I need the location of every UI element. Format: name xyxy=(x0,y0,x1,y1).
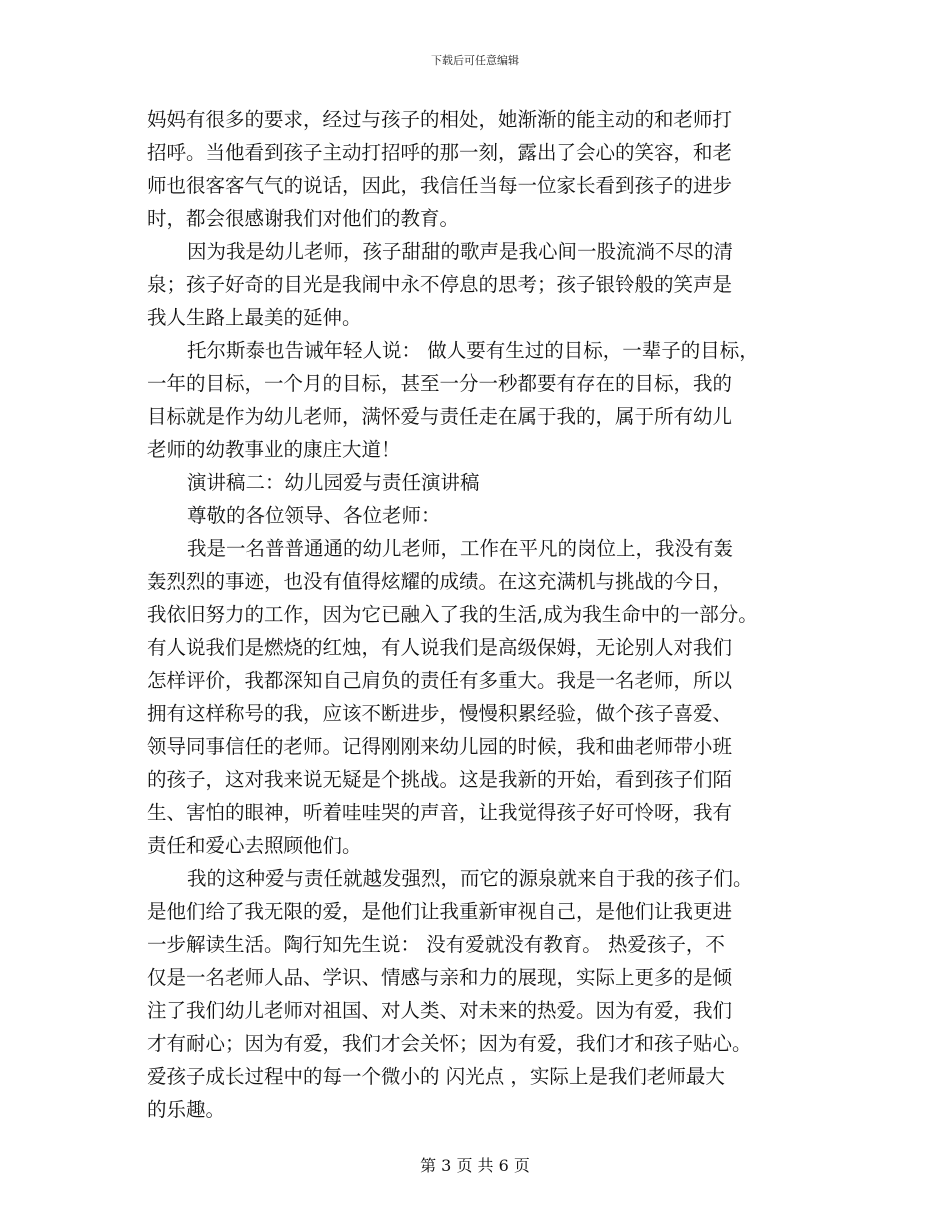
text-line: 演讲稿二：幼儿园爱与责任演讲稿 xyxy=(187,471,480,494)
text-line: 因为我是幼儿老师，孩子甜甜的歌声是我心间一股流淌不尽的清 xyxy=(187,240,734,263)
text-line: 泉；孩子好奇的目光是我闹中永不停息的思考；孩子银铃般的笑声是 xyxy=(147,273,733,296)
page-footer: 第 3 页 共 6 页 xyxy=(420,1156,530,1175)
text-line: 的乐趣。 xyxy=(147,1098,226,1121)
text-line: 尊敬的各位领导、各位老师： xyxy=(187,504,441,527)
page-header: 下载后可任意编辑 xyxy=(431,54,519,67)
text-line: 老师的幼教事业的康庄大道！ xyxy=(147,438,401,461)
text-line: 我是一名普普通通的幼儿老师，工作在平凡的岗位上，我没有轰 xyxy=(187,537,734,560)
text-line: 有人说我们是燃烧的红烛，有人说我们是高级保姆，无论别人对我们 xyxy=(147,636,733,659)
text-line: 我的这种爱与责任就越发强烈，而它的源泉就来自于我的孩子们。 xyxy=(187,867,753,890)
text-line: 托尔斯泰也告诫年轻人说： 做人要有生过的目标，一辈子的目标， xyxy=(187,339,759,362)
text-line: 轰烈烈的事迹，也没有值得炫耀的成绩。在这充满机与挑战的今日， xyxy=(147,570,733,593)
text-line: 生、害怕的眼神，听着哇哇哭的声音，让我觉得孩子好可怜呀，我有 xyxy=(147,801,733,824)
text-line: 仅是一名老师人品、学识、情感与亲和力的展现，实际上更多的是倾 xyxy=(147,966,733,989)
text-line: 爱孩子成长过程中的每一个微小的 闪光点 ，实际上是我们老师最大 xyxy=(147,1065,725,1088)
text-line: 拥有这样称号的我，应该不断进步，慢慢积累经验，做个孩子喜爱、 xyxy=(147,702,733,725)
text-line: 的孩子，这对我来说无疑是个挑战。这是我新的开始，看到孩子们陌 xyxy=(147,768,733,791)
document-body xyxy=(147,103,807,1126)
text-line: 责任和爱心去照顾他们。 xyxy=(147,834,362,857)
text-line: 我人生路上最美的延伸。 xyxy=(147,306,362,329)
text-line: 目标就是作为幼儿老师，满怀爱与责任走在属于我的，属于所有幼儿 xyxy=(147,405,733,428)
text-line: 才有耐心；因为有爱，我们才会关怀；因为有爱，我们才和孩子贴心。 xyxy=(147,1032,752,1055)
text-line: 我依旧努力的工作，因为它已融入了我的生活,成为我生命中的一部分。 xyxy=(147,603,758,626)
text-line: 妈妈有很多的要求，经过与孩子的相处，她渐渐的能主动的和老师打 xyxy=(147,108,733,131)
text-line: 招呼。当他看到孩子主动打招呼的那一刻，露出了会心的笑容，和老 xyxy=(147,141,733,164)
text-line: 怎样评价，我都深知自己肩负的责任有多重大。我是一名老师，所以 xyxy=(147,669,733,692)
text-line: 注了我们幼儿老师对祖国、对人类、对未来的热爱。因为有爱，我们 xyxy=(147,999,733,1022)
text-line: 领导同事信任的老师。记得刚刚来幼儿园的时候，我和曲老师带小班 xyxy=(147,735,733,758)
text-line: 时，都会很感谢我们对他们的教育。 xyxy=(147,207,460,230)
text-line: 一年的目标，一个月的目标，甚至一分一秒都要有存在的目标，我的 xyxy=(147,372,733,395)
text-line: 师也很客客气气的说话，因此，我信任当每一位家长看到孩子的进步 xyxy=(147,174,733,197)
text-line: 是他们给了我无限的爱，是他们让我重新审视自己，是他们让我更进 xyxy=(147,900,733,923)
text-line: 一步解读生活。陶行知先生说： 没有爱就没有教育。 热爱孩子，不 xyxy=(147,933,725,956)
